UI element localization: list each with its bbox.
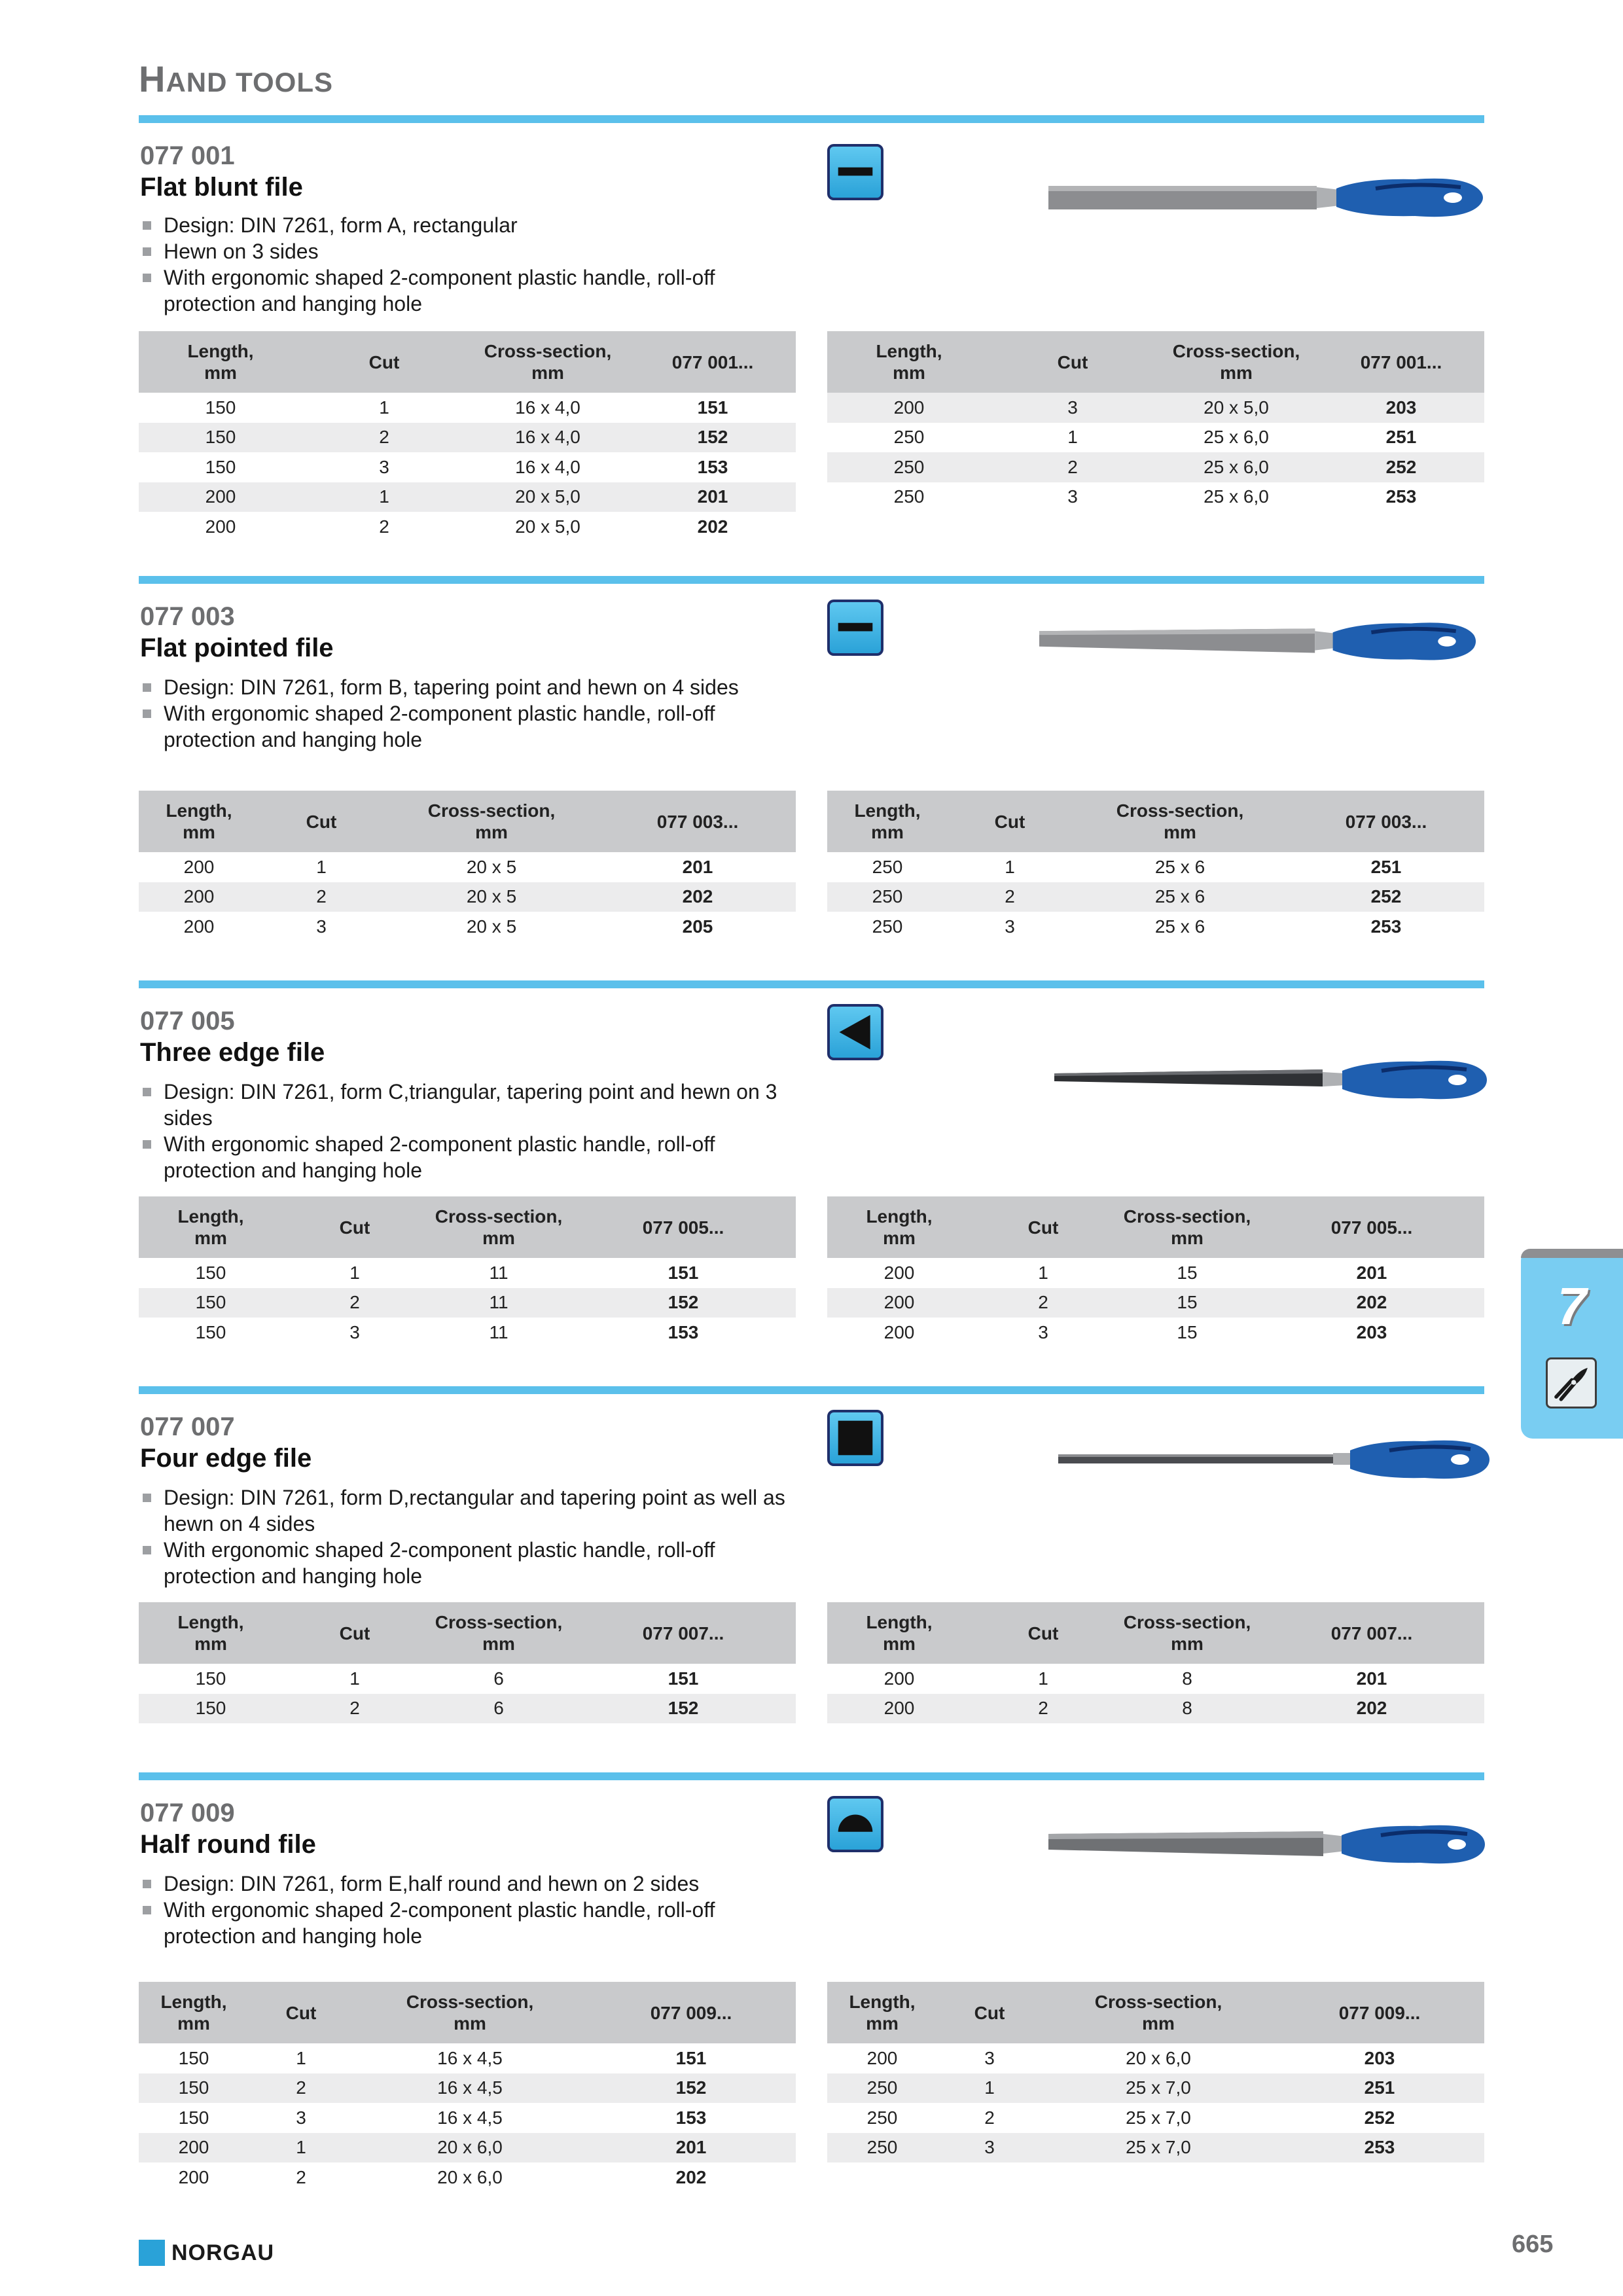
column-header-cut: Cut (971, 1196, 1115, 1258)
product-code: 077 007 (140, 1412, 235, 1441)
table-row: 200 2 20 x 5,0 202 (205, 516, 728, 537)
table-row: 200 1 20 x 6,0 201 (139, 2133, 796, 2163)
product-code: 077 005 (140, 1007, 235, 1035)
column-header-article: 077 009... (586, 1982, 796, 2043)
header-divider (139, 115, 1484, 123)
product-section-077003 (139, 576, 1484, 982)
column-header-article: 077 003... (1288, 791, 1484, 852)
column-header-length: Length, mm (827, 331, 991, 393)
column-header-length: Length, mm (827, 1602, 971, 1664)
table-row: 200 2 15 202 (827, 1288, 1484, 1318)
feature-item: With ergonomic shaped 2-component plastic handle, roll-off protection and hanging hole (141, 700, 802, 753)
logo-square-icon (139, 2240, 165, 2266)
table-header-row (139, 791, 796, 852)
chapter-number: 7 (1557, 1277, 1587, 1335)
flat-cross-section-icon (827, 144, 883, 200)
spec-table-right (827, 331, 1484, 512)
spec-table-left (139, 1602, 796, 1723)
feature-list (141, 674, 802, 753)
column-header-cross-section: Cross-section, mm (383, 791, 599, 852)
column-header-cut: Cut (948, 791, 1072, 852)
table-row: 150 3 11 153 (195, 1321, 699, 1342)
column-header-length: Length, mm (827, 791, 948, 852)
table-row: 250 3 25 x 6,0 253 (893, 486, 1417, 507)
table-row: 200 1 15 201 (883, 1262, 1387, 1283)
feature-item: With ergonomic shaped 2-component plastic handle, roll-off protection and hanging hole (141, 1131, 802, 1183)
table-row: 250 1 25 x 6 251 (872, 856, 1402, 877)
column-header-length: Length, mm (139, 331, 302, 393)
table-row: 200 2 8 202 (827, 1694, 1484, 1724)
page-number: 665 (1512, 2231, 1554, 2258)
product-code: 077 009 (140, 1799, 235, 1827)
column-header-cross-section: Cross-section, mm (466, 331, 630, 393)
table-header-row (139, 1196, 796, 1258)
table-header-row (827, 1982, 1484, 2043)
table-row: 150 1 11 151 (195, 1262, 699, 1283)
column-header-cross-section: Cross-section, mm (1042, 1982, 1275, 2043)
table-header-row (827, 331, 1484, 393)
column-header-cut: Cut (283, 1602, 427, 1664)
column-header-article: 077 007... (1259, 1602, 1484, 1664)
square-cross-section-icon (827, 1410, 883, 1466)
feature-list (141, 212, 802, 317)
section-divider (139, 1772, 1484, 1780)
table-row: 200 3 15 203 (883, 1321, 1387, 1342)
column-header-cut: Cut (971, 1602, 1115, 1664)
table-row: 250 2 25 x 7,0 252 (866, 2107, 1395, 2128)
table-row: 150 2 11 152 (139, 1288, 796, 1318)
feature-list (141, 1079, 802, 1183)
product-title: Half round file (140, 1830, 316, 1859)
table-header-row (139, 1602, 796, 1664)
product-section-077005 (139, 980, 1484, 1386)
column-header-cut: Cut (937, 1982, 1042, 2043)
feature-item: With ergonomic shaped 2-component plastic handle, roll-off protection and hanging hole (141, 1537, 802, 1589)
table-row: 150 3 16 x 4,0 153 (205, 456, 728, 477)
half-round-file-image (1048, 1809, 1487, 1874)
spec-table-left (139, 331, 796, 542)
flat-blunt-file-image (1048, 162, 1487, 228)
spec-table-left (139, 791, 796, 942)
table-row: 200 2 20 x 6,0 202 (178, 2166, 707, 2187)
column-header-article: 077 001... (1318, 331, 1484, 393)
spec-table-left (139, 1982, 796, 2193)
product-title: Three edge file (140, 1038, 325, 1067)
half-round-cross-section-icon (827, 1796, 883, 1852)
product-title: Flat pointed file (140, 634, 334, 662)
four-edge-file-image (1055, 1426, 1493, 1491)
table-row: 200 1 20 x 5,0 201 (139, 482, 796, 512)
column-header-article: 077 001... (630, 331, 796, 393)
column-header-article: 077 005... (571, 1196, 796, 1258)
three-edge-file-image (1052, 1046, 1491, 1111)
table-row: 150 2 6 152 (139, 1694, 796, 1724)
feature-item: With ergonomic shaped 2-component plastic handle, roll-off protection and hanging hole (141, 264, 802, 317)
column-header-cross-section: Cross-section, mm (427, 1196, 571, 1258)
feature-item: With ergonomic shaped 2-component plastic handle, roll-off protection and hanging hole (141, 1897, 802, 1949)
product-code: 077 003 (140, 602, 235, 631)
spec-table-right (827, 1602, 1484, 1723)
column-header-cross-section: Cross-section, mm (353, 1982, 586, 2043)
column-header-length: Length, mm (139, 1982, 249, 2043)
column-header-article: 077 009... (1275, 1982, 1484, 2043)
feature-item: Hewn on 3 sides (141, 238, 802, 264)
feature-item: Design: DIN 7261, form C,triangular, tapering point and hewn on 3 sides (141, 1079, 802, 1131)
section-divider (139, 576, 1484, 584)
brand-logo (139, 2238, 274, 2267)
table-row: 250 2 25 x 6 252 (827, 882, 1484, 912)
table-header-row (139, 331, 796, 393)
table-header-row (827, 791, 1484, 852)
feature-item: Design: DIN 7261, form D,rectangular and tapering point as well as hewn on 4 sides (141, 1484, 802, 1537)
product-code: 077 001 (140, 141, 235, 170)
feature-item: Design: DIN 7261, form B, tapering point and hewn on 4 sides (141, 674, 802, 700)
column-header-cut: Cut (302, 331, 466, 393)
product-title: Four edge file (140, 1444, 312, 1473)
spec-table-right (827, 1196, 1484, 1348)
table-row: 200 3 20 x 6,0 203 (866, 2047, 1395, 2068)
flat-pointed-file-image (1039, 606, 1478, 672)
table-row: 150 2 16 x 4,5 152 (139, 2073, 796, 2104)
table-row: 250 2 25 x 6,0 252 (827, 452, 1484, 482)
column-header-cut: Cut (283, 1196, 427, 1258)
column-header-cut: Cut (259, 791, 383, 852)
chapter-tab-rule (1521, 1249, 1623, 1258)
feature-item: Design: DIN 7261, form A, rectangular (141, 212, 802, 238)
column-header-length: Length, mm (827, 1982, 937, 2043)
column-header-length: Length, mm (139, 791, 259, 852)
column-header-cut: Cut (991, 331, 1154, 393)
triangle-cross-section-icon (827, 1004, 883, 1060)
table-row: 200 1 20 x 5 201 (183, 856, 713, 877)
column-header-article: 077 005... (1259, 1196, 1484, 1258)
table-row: 200 3 20 x 5 205 (183, 916, 713, 937)
section-divider (139, 1386, 1484, 1394)
flat-cross-section-icon (827, 600, 883, 656)
feature-list (141, 1484, 802, 1589)
column-header-cut: Cut (249, 1982, 353, 2043)
table-row: 150 1 16 x 4,5 151 (178, 2047, 707, 2068)
spec-table-right (827, 1982, 1484, 2162)
brand-name: NORGAU (171, 2240, 275, 2265)
spec-table-left (139, 1196, 796, 1348)
column-header-cross-section: Cross-section, mm (1072, 791, 1288, 852)
spec-table-right (827, 791, 1484, 942)
product-section-077001 (139, 124, 1484, 569)
product-section-077009 (139, 1772, 1484, 2204)
table-row: 150 3 16 x 4,5 153 (178, 2107, 707, 2128)
column-header-cross-section: Cross-section, mm (1115, 1602, 1259, 1664)
column-header-cross-section: Cross-section, mm (427, 1602, 571, 1664)
table-row: 150 1 6 151 (195, 1668, 699, 1689)
column-header-cross-section: Cross-section, mm (1154, 331, 1318, 393)
table-row: 200 2 20 x 5 202 (139, 882, 796, 912)
column-header-article: 077 003... (599, 791, 796, 852)
table-header-row (139, 1982, 796, 2043)
table-row: 150 1 16 x 4,0 151 (205, 397, 728, 418)
section-divider (139, 980, 1484, 988)
table-row: 250 3 25 x 7,0 253 (827, 2133, 1484, 2163)
product-title: Flat blunt file (140, 173, 303, 202)
table-row: 200 3 20 x 5,0 203 (827, 393, 1484, 423)
table-row: 250 1 25 x 6,0 251 (893, 427, 1417, 448)
column-header-article: 077 007... (571, 1602, 796, 1664)
product-section-077007 (139, 1386, 1484, 1779)
table-row: 200 1 8 201 (883, 1668, 1387, 1689)
table-row: 250 3 25 x 6 253 (872, 916, 1402, 937)
table-header-row (827, 1602, 1484, 1664)
pliers-icon (1546, 1357, 1597, 1408)
table-row: 250 1 25 x 7,0 251 (827, 2073, 1484, 2104)
page-title: HAND TOOLS (139, 58, 334, 99)
column-header-length: Length, mm (139, 1602, 283, 1664)
table-header-row (827, 1196, 1484, 1258)
column-header-length: Length, mm (827, 1196, 971, 1258)
feature-item: Design: DIN 7261, form E,half round and hewn on 2 sides (141, 1871, 802, 1897)
column-header-cross-section: Cross-section, mm (1115, 1196, 1259, 1258)
table-row: 150 2 16 x 4,0 152 (139, 423, 796, 453)
feature-list (141, 1871, 802, 1949)
column-header-length: Length, mm (139, 1196, 283, 1258)
